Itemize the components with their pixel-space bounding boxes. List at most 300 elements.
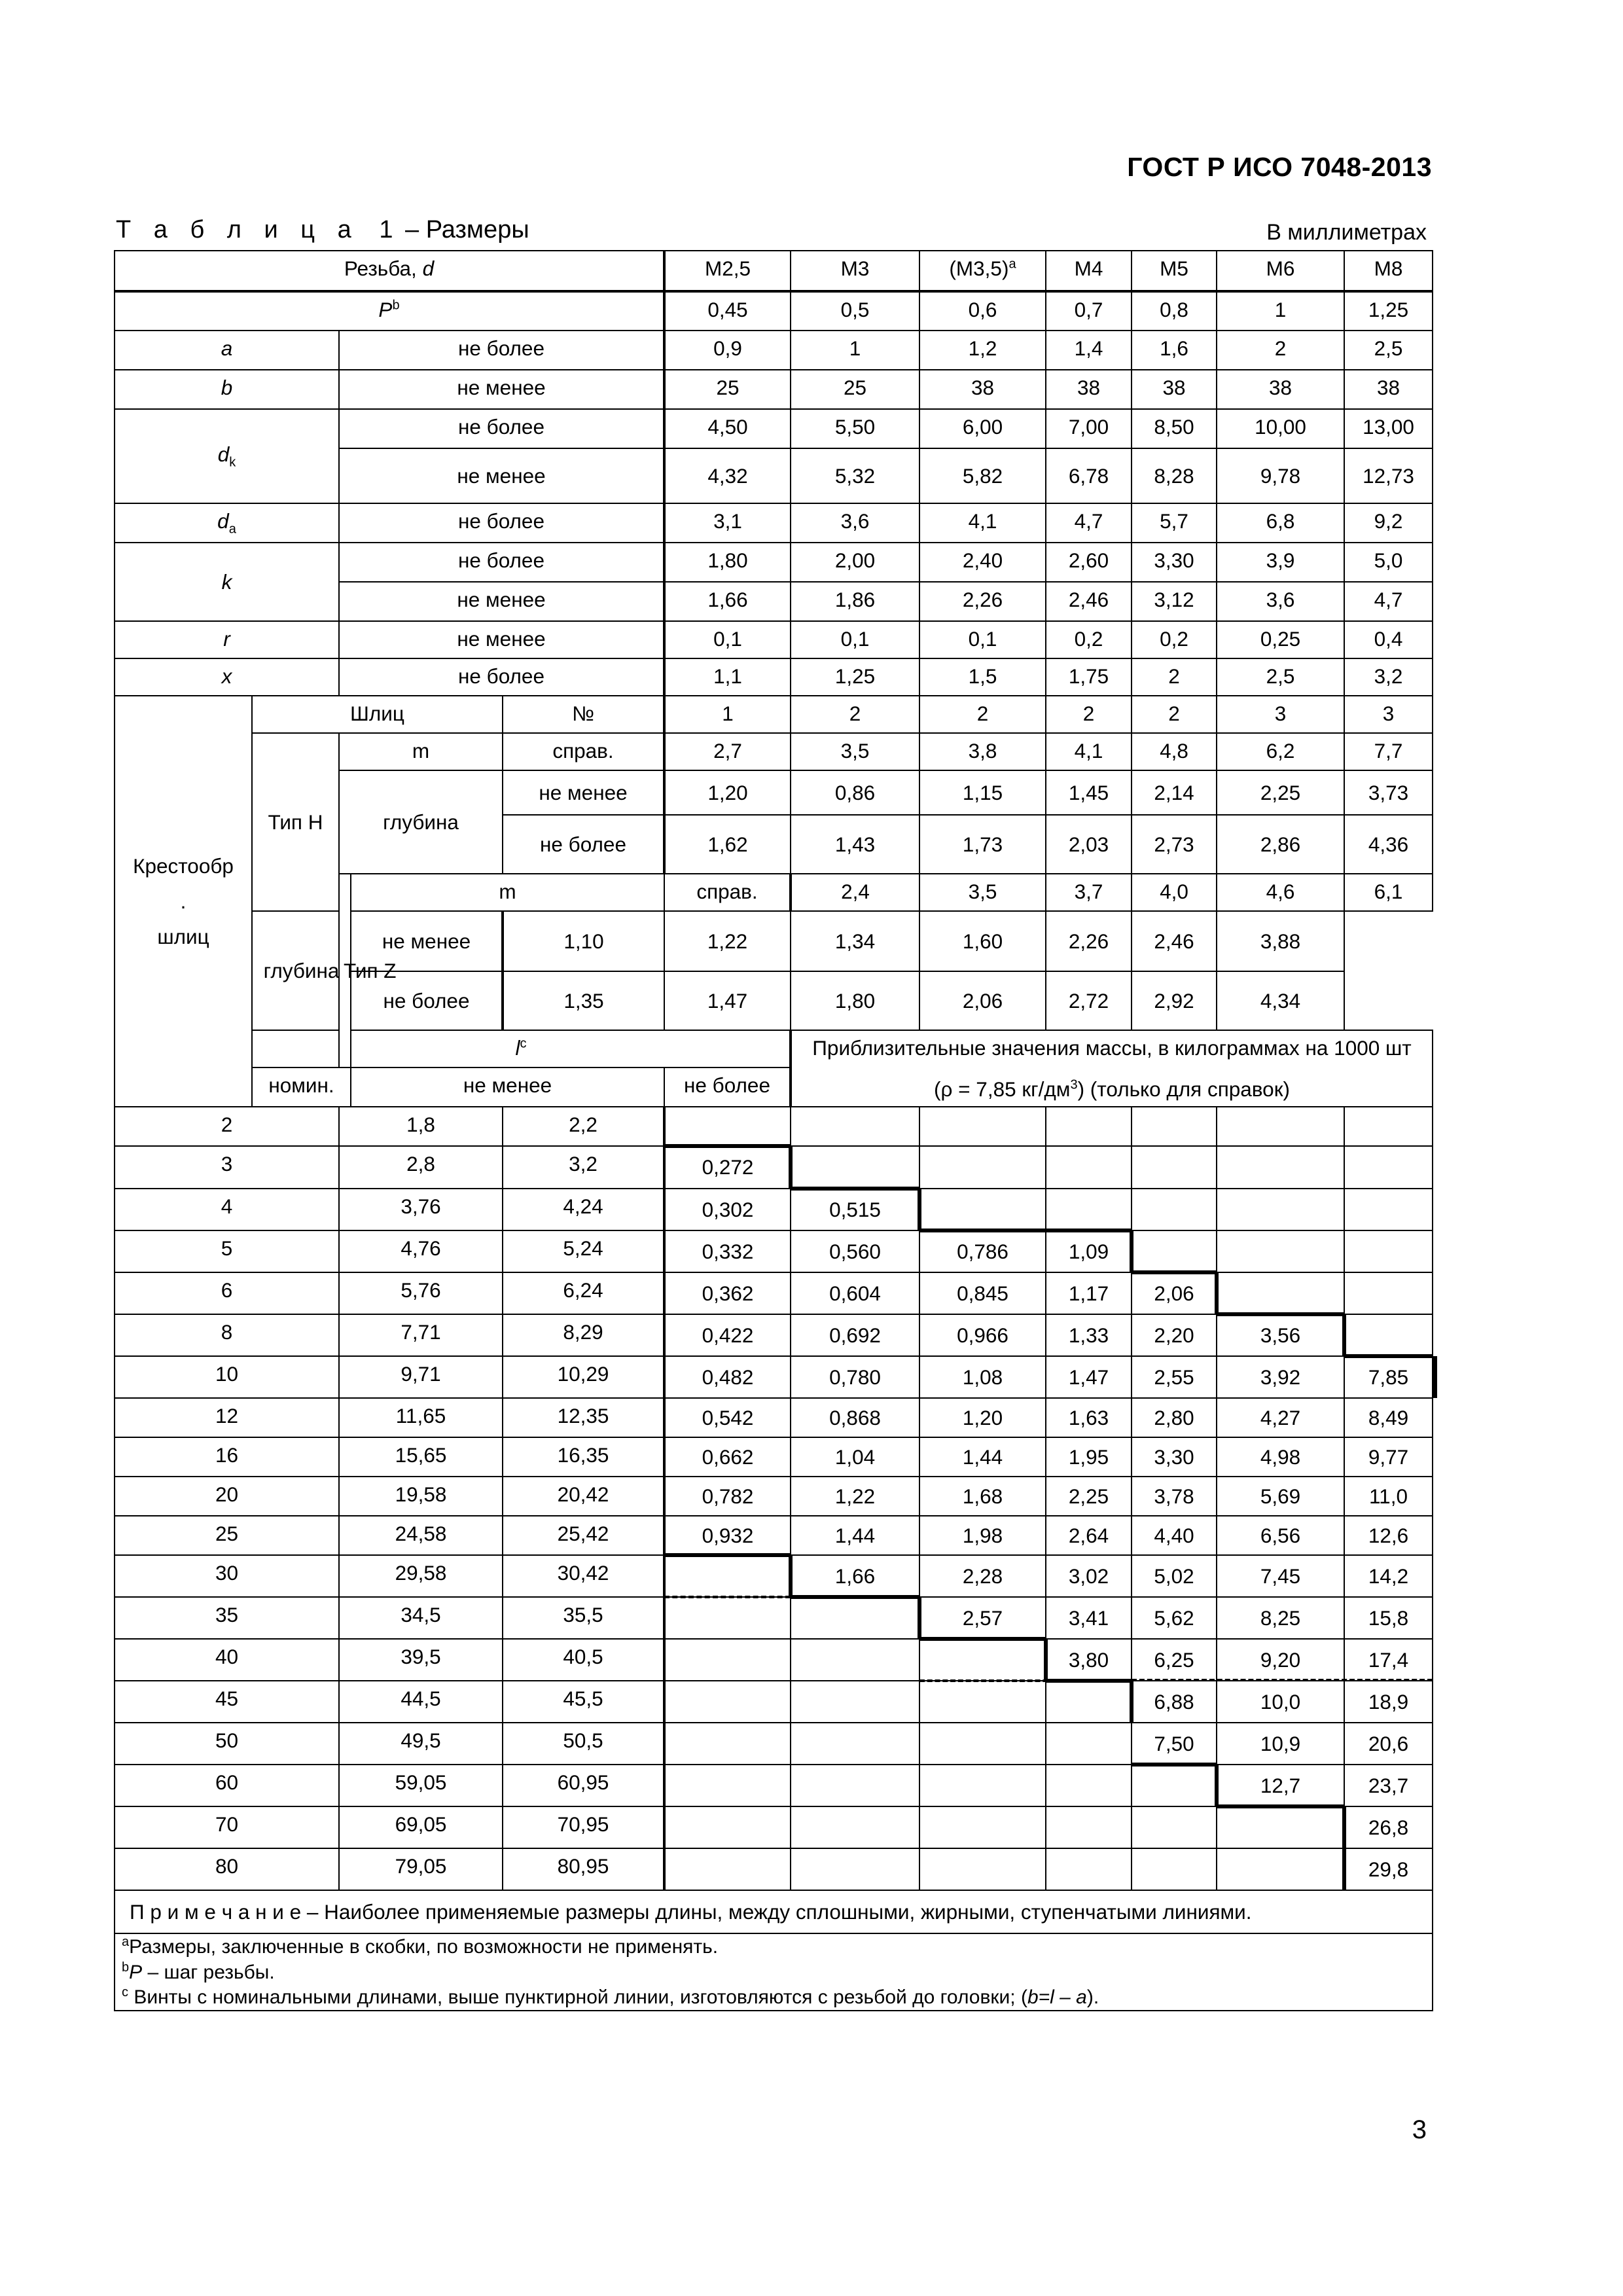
value-cell: 1,80 — [664, 543, 791, 582]
table-row — [115, 409, 1433, 448]
condition-cell: не более — [351, 971, 503, 1030]
mass-value: 29,8 — [1344, 1848, 1433, 1890]
mass-value: 0,868 — [791, 1398, 919, 1437]
value-cell: 0,2 — [1046, 621, 1132, 658]
bold-boundary-line — [1217, 1804, 1344, 1808]
length-nominal-header: номин. — [252, 1067, 351, 1107]
recess-type-typeH: Тип H — [252, 733, 339, 911]
value-cell: 38 — [1344, 370, 1433, 409]
value-cell: 1,25 — [791, 658, 919, 696]
size-label: (M3,5) — [949, 257, 1009, 280]
mass-value: 11,0 — [1344, 1477, 1433, 1516]
condition-cell: не менее — [339, 621, 664, 658]
value-cell: 7,7 — [1344, 733, 1433, 770]
param-symbol: d — [217, 509, 229, 533]
mass-value: 7,85 — [1344, 1356, 1433, 1398]
length-max-header: не более — [664, 1067, 791, 1107]
footnote-formula: b=l – a — [1027, 1986, 1087, 2009]
mass-value: 0,786 — [919, 1230, 1046, 1272]
length-nominal: 12 — [115, 1398, 339, 1437]
mass-value: 1,44 — [919, 1437, 1046, 1477]
length-max: 35,5 — [503, 1597, 664, 1639]
condition-cell: не более — [339, 409, 664, 448]
value-cell: 1 — [1217, 291, 1344, 331]
footnote-c — [122, 1984, 1428, 2010]
value-cell: 38 — [1217, 370, 1344, 409]
value-cell: 2,00 — [791, 543, 919, 582]
value-cell: 0,1 — [919, 621, 1046, 658]
value-cell: 4,50 — [664, 409, 791, 448]
value-cell: 1,1 — [664, 658, 791, 696]
bold-boundary-line — [1433, 1356, 1437, 1398]
value-cell: 1,10 — [503, 911, 664, 971]
bold-boundary-line — [789, 1146, 793, 1189]
param-symbol: x — [221, 664, 232, 688]
mass-value: 10,9 — [1217, 1723, 1344, 1765]
thread-label: Резьба, — [344, 257, 423, 280]
mass-value: 8,49 — [1344, 1398, 1433, 1437]
length-max: 25,42 — [503, 1516, 664, 1555]
length-max: 60,95 — [503, 1765, 664, 1806]
value-cell: 2,72 — [1046, 971, 1132, 1030]
condition-cell: не менее — [339, 370, 664, 409]
mass-value: 3,92 — [1217, 1356, 1344, 1398]
table-row — [115, 543, 1433, 582]
value-cell: 1,22 — [664, 911, 791, 971]
value-cell: 38 — [1046, 370, 1132, 409]
mass-value — [664, 1107, 791, 1146]
length-max: 3,2 — [503, 1146, 664, 1189]
dashed-boundary-line — [1132, 1679, 1433, 1681]
length-nominal: 70 — [115, 1806, 339, 1848]
value-cell: 2,03 — [1046, 815, 1132, 874]
table-row — [115, 911, 1433, 971]
length-footnote: c — [520, 1036, 527, 1051]
bold-boundary-line — [664, 1144, 791, 1148]
length-min: 1,8 — [339, 1107, 503, 1146]
length-nominal: 16 — [115, 1437, 339, 1477]
mass-value: 17,4 — [1344, 1639, 1433, 1681]
mass-value — [919, 1107, 1046, 1146]
bold-boundary-line — [1344, 1354, 1433, 1358]
mass-value — [919, 1681, 1046, 1723]
length-nominal: 60 — [115, 1765, 339, 1806]
table-row — [115, 1398, 1433, 1437]
mass-value — [1344, 1189, 1433, 1230]
mass-value: 1,33 — [1046, 1314, 1132, 1356]
bold-boundary-line — [1342, 1314, 1346, 1356]
size-label: M6 — [1266, 257, 1295, 280]
recess-label-line3: шлиц — [157, 925, 209, 949]
mass-value — [664, 1639, 791, 1681]
value-cell: 2,26 — [919, 582, 1046, 621]
value-cell: 3,2 — [1344, 658, 1433, 696]
mass-value — [1217, 1107, 1344, 1146]
length-nominal: 6 — [115, 1272, 339, 1314]
mass-value — [791, 1806, 919, 1848]
value-cell: 3,12 — [1132, 582, 1217, 621]
mass-value: 1,47 — [1046, 1356, 1132, 1398]
mass-value: 10,0 — [1217, 1681, 1344, 1723]
mass-value: 9,20 — [1217, 1639, 1344, 1681]
value-cell: 6,78 — [1046, 448, 1132, 503]
length-max: 2,2 — [503, 1107, 664, 1146]
thread-var: d — [422, 257, 435, 280]
param-subscript: a — [228, 522, 236, 537]
value-cell: 1,20 — [664, 770, 791, 815]
length-max: 4,24 — [503, 1189, 664, 1230]
table-row — [115, 1765, 1433, 1806]
mass-value — [1217, 1272, 1344, 1314]
mass-value: 2,25 — [1046, 1477, 1132, 1516]
table-row — [115, 1437, 1433, 1477]
value-cell: 8,50 — [1132, 409, 1217, 448]
value-cell: 3,9 — [1217, 543, 1344, 582]
recess-label-line2: . — [180, 889, 187, 913]
recess-m-label: m — [351, 874, 664, 911]
length-min: 29,58 — [339, 1555, 503, 1597]
value-cell: 1,45 — [1046, 770, 1132, 815]
mass-value: 2,55 — [1132, 1356, 1217, 1398]
length-nominal: 20 — [115, 1477, 339, 1516]
mass-value: 7,50 — [1132, 1723, 1217, 1765]
length-nominal: 3 — [115, 1146, 339, 1189]
mass-value: 6,88 — [1132, 1681, 1217, 1723]
mass-value — [919, 1806, 1046, 1848]
mass-value: 0,782 — [664, 1477, 791, 1516]
length-min: 2,8 — [339, 1146, 503, 1189]
table-row — [115, 1356, 1433, 1398]
length-min: 19,58 — [339, 1477, 503, 1516]
table-row — [115, 1230, 1433, 1272]
mass-value: 1,04 — [791, 1437, 919, 1477]
caption-prefix: Т а б л и ц а — [116, 216, 359, 243]
mass-value: 12,6 — [1344, 1516, 1433, 1555]
mass-value — [1344, 1272, 1433, 1314]
value-cell: 4,32 — [664, 448, 791, 503]
value-cell: 3 — [1217, 696, 1344, 733]
value-cell: 0,1 — [664, 621, 791, 658]
value-cell: 2,46 — [1132, 911, 1217, 971]
length-max: 6,24 — [503, 1272, 664, 1314]
value-cell: 2,4 — [791, 874, 919, 911]
mass-density-exp: 3 — [1070, 1077, 1078, 1092]
mass-value — [1344, 1107, 1433, 1146]
length-min-header: не менее — [351, 1067, 664, 1107]
footnotes — [115, 1933, 1433, 2011]
length-min: 69,05 — [339, 1806, 503, 1848]
value-cell: 3,1 — [664, 503, 791, 543]
value-cell: 3 — [1344, 696, 1433, 733]
param-k — [115, 543, 339, 621]
mass-value: 5,69 — [1217, 1477, 1344, 1516]
value-cell: 2,06 — [919, 971, 1046, 1030]
value-cell: 2,25 — [1217, 770, 1344, 815]
value-cell: 1,34 — [791, 911, 919, 971]
mass-value — [1046, 1146, 1132, 1189]
condition-cell: не более — [339, 658, 664, 696]
mass-value: 2,06 — [1132, 1272, 1217, 1314]
param-b — [115, 370, 339, 409]
value-cell: 1,35 — [503, 971, 664, 1030]
mass-density: (ρ = 7,85 кг/дм — [934, 1077, 1071, 1101]
depth-label: глубина — [339, 770, 503, 874]
mass-value — [1132, 1146, 1217, 1189]
bold-boundary-line — [1130, 1230, 1133, 1272]
table-row — [115, 1639, 1433, 1681]
value-cell: 4,1 — [1046, 733, 1132, 770]
value-cell: 2,5 — [1217, 658, 1344, 696]
table-row — [115, 1890, 1433, 1933]
length-min: 3,76 — [339, 1189, 503, 1230]
size-label: M2,5 — [704, 257, 751, 280]
mass-density-note: ) (только для справок) — [1077, 1077, 1290, 1101]
param-symbol: a — [221, 336, 233, 360]
value-cell: 1,80 — [791, 971, 919, 1030]
value-cell: 3,6 — [1217, 582, 1344, 621]
length-min: 15,65 — [339, 1437, 503, 1477]
param-dk — [115, 409, 339, 503]
bold-boundary-line — [918, 1189, 921, 1230]
value-cell: 0,4 — [1344, 621, 1433, 658]
mass-value — [664, 1765, 791, 1806]
mass-value: 3,30 — [1132, 1437, 1217, 1477]
value-cell: 4,34 — [1217, 971, 1344, 1030]
value-cell: 1,5 — [919, 658, 1046, 696]
size-header — [1344, 251, 1433, 291]
value-cell: 10,00 — [1217, 409, 1344, 448]
footnote-var: P — [129, 1961, 143, 1983]
mass-value: 0,966 — [919, 1314, 1046, 1356]
length-nominal: 10 — [115, 1356, 339, 1398]
mass-value — [791, 1146, 919, 1189]
mass-value — [1344, 1146, 1433, 1189]
mass-value: 4,98 — [1217, 1437, 1344, 1477]
mass-value: 5,62 — [1132, 1597, 1217, 1639]
mass-value — [1132, 1848, 1217, 1890]
bold-boundary-line — [1132, 1763, 1217, 1767]
bold-boundary-line — [1132, 1270, 1217, 1274]
condition-cell: не менее — [339, 582, 664, 621]
length-min: 24,58 — [339, 1516, 503, 1555]
mass-value: 18,9 — [1344, 1681, 1433, 1723]
mass-value: 3,02 — [1046, 1555, 1132, 1597]
table-row — [115, 1107, 1433, 1146]
length-min: 79,05 — [339, 1848, 503, 1890]
value-cell: 4,6 — [1217, 874, 1344, 911]
table-note: П р и м е ч а н и е – Наиболее применяемые размеры длины, между сплошными, жирными, ступенчатыми линиями. — [115, 1890, 1433, 1933]
param-r — [115, 621, 339, 658]
value-cell: 1,43 — [791, 815, 919, 874]
table-row — [115, 1933, 1433, 2011]
bold-boundary-line — [918, 1597, 921, 1639]
length-min: 9,71 — [339, 1356, 503, 1398]
mass-value: 0,542 — [664, 1398, 791, 1437]
mass-value — [1217, 1806, 1344, 1848]
mass-value — [1046, 1765, 1132, 1806]
mass-value — [664, 1597, 791, 1639]
mass-value — [1344, 1230, 1433, 1272]
value-cell: 0,5 — [791, 291, 919, 331]
mass-value: 1,17 — [1046, 1272, 1132, 1314]
bold-boundary-line — [1215, 1272, 1219, 1314]
length-max: 5,24 — [503, 1230, 664, 1272]
footnote-mark: b — [122, 1960, 130, 1975]
length-min: 34,5 — [339, 1597, 503, 1639]
value-cell: 25 — [791, 370, 919, 409]
value-cell: 0,2 — [1132, 621, 1217, 658]
units-label: В миллиметрах — [1266, 220, 1427, 245]
length-max: 8,29 — [503, 1314, 664, 1356]
value-cell: 7,00 — [1046, 409, 1132, 448]
table-row — [115, 1477, 1433, 1516]
depth-label: глубина — [252, 911, 351, 1030]
length-max: 30,42 — [503, 1555, 664, 1597]
mass-value — [1046, 1189, 1132, 1230]
value-cell: 0,7 — [1046, 291, 1132, 331]
value-cell: 4,8 — [1132, 733, 1217, 770]
mass-header — [791, 1030, 1433, 1107]
param-subscript: k — [229, 455, 236, 470]
length-max: 10,29 — [503, 1356, 664, 1398]
mass-value: 2,64 — [1046, 1516, 1132, 1555]
bold-boundary-line — [664, 1553, 791, 1557]
mass-value: 9,77 — [1344, 1437, 1433, 1477]
param-symbol: b — [221, 376, 233, 399]
value-cell: 2,7 — [664, 733, 791, 770]
mass-value: 20,6 — [1344, 1723, 1433, 1765]
table-row — [115, 1555, 1433, 1597]
size-label: M5 — [1160, 257, 1188, 280]
value-cell: 4,7 — [1344, 582, 1433, 621]
value-cell: 2 — [1217, 331, 1344, 370]
param-da — [115, 503, 339, 543]
value-cell: 1,62 — [664, 815, 791, 874]
mass-value: 0,422 — [664, 1314, 791, 1356]
value-cell: 4,7 — [1046, 503, 1132, 543]
length-min: 39,5 — [339, 1639, 503, 1681]
mass-value — [664, 1681, 791, 1723]
table-row — [115, 1030, 1433, 1067]
mass-value: 14,2 — [1344, 1555, 1433, 1597]
dashed-boundary-line — [664, 1596, 791, 1598]
mass-header-line2 — [796, 1077, 1428, 1101]
value-cell: 1 — [791, 331, 919, 370]
mass-value: 1,08 — [919, 1356, 1046, 1398]
bold-boundary-line — [791, 1595, 919, 1599]
bold-boundary-line — [1217, 1312, 1344, 1316]
table-row — [115, 1189, 1433, 1230]
param-x — [115, 658, 339, 696]
mass-value: 6,25 — [1132, 1639, 1217, 1681]
length-min: 44,5 — [339, 1681, 503, 1723]
value-cell: 0,6 — [919, 291, 1046, 331]
param-a — [115, 331, 339, 370]
value-cell: 1,4 — [1046, 331, 1132, 370]
table-row — [115, 1272, 1433, 1314]
size-header — [1132, 251, 1217, 291]
value-cell: 0,86 — [791, 770, 919, 815]
value-cell: 1,6 — [1132, 331, 1217, 370]
mass-value: 1,95 — [1046, 1437, 1132, 1477]
value-cell: 2,5 — [1344, 331, 1433, 370]
value-cell: 9,2 — [1344, 503, 1433, 543]
mass-value: 0,332 — [664, 1230, 791, 1272]
mass-value: 4,27 — [1217, 1398, 1344, 1437]
table-row — [115, 1146, 1433, 1189]
mass-value — [791, 1681, 919, 1723]
length-max: 50,5 — [503, 1723, 664, 1765]
dashed-boundary-line — [919, 1679, 1125, 1682]
table-row — [115, 621, 1433, 658]
bold-boundary-line — [1130, 1681, 1133, 1723]
bold-boundary-line — [1342, 1806, 1346, 1890]
caption-number: 1 — [379, 216, 393, 243]
table-row — [115, 733, 1433, 770]
mass-value: 2,57 — [919, 1597, 1046, 1639]
size-footnote: a — [1008, 257, 1016, 272]
value-cell: 1,15 — [919, 770, 1046, 815]
value-cell: 2,92 — [1132, 971, 1217, 1030]
length-max: 40,5 — [503, 1639, 664, 1681]
recess-type-typeZ: Тип Z — [339, 874, 351, 1067]
mass-value — [664, 1723, 791, 1765]
table-row — [115, 251, 1433, 291]
condition-cell: не более — [339, 503, 664, 543]
footnote-b — [122, 1960, 1428, 1985]
mass-value: 6,56 — [1217, 1516, 1344, 1555]
value-cell: 0,45 — [664, 291, 791, 331]
length-nominal: 8 — [115, 1314, 339, 1356]
value-cell: 8,28 — [1132, 448, 1217, 503]
value-cell: 0,25 — [1217, 621, 1344, 658]
table-row — [115, 1314, 1433, 1356]
mass-value — [1217, 1146, 1344, 1189]
value-cell: 1,86 — [791, 582, 919, 621]
mass-value: 8,25 — [1217, 1597, 1344, 1639]
length-nominal: 45 — [115, 1681, 339, 1723]
value-cell: 3,88 — [1217, 911, 1344, 971]
value-cell: 0,9 — [664, 331, 791, 370]
mass-value — [1217, 1230, 1344, 1272]
page-number: 3 — [1412, 2115, 1427, 2144]
value-cell: 2 — [1132, 696, 1217, 733]
value-cell: 4,1 — [919, 503, 1046, 543]
length-max: 12,35 — [503, 1398, 664, 1437]
value-cell: 5,50 — [791, 409, 919, 448]
footnote-mark: a — [122, 1935, 130, 1950]
table-row — [115, 331, 1433, 370]
value-cell: 1,2 — [919, 331, 1046, 370]
pitch-label — [115, 291, 664, 331]
param-symbol: r — [223, 627, 230, 651]
mass-value — [1132, 1189, 1217, 1230]
mass-value: 1,68 — [919, 1477, 1046, 1516]
thread-header — [115, 251, 664, 291]
footnote-text: Винты с номинальными длинами, выше пунктирной линии, изготовляются с резьбой до головки; ( — [128, 1986, 1027, 2009]
pitch-symbol: P — [378, 298, 393, 321]
mass-value — [919, 1765, 1046, 1806]
value-cell: 6,1 — [1344, 874, 1433, 911]
mass-value: 3,56 — [1217, 1314, 1344, 1356]
footnote-text: ). — [1086, 1986, 1099, 2009]
length-nominal: 80 — [115, 1848, 339, 1890]
value-cell: 2,86 — [1217, 815, 1344, 874]
value-cell: 2,73 — [1132, 815, 1217, 874]
bold-boundary-line — [791, 1187, 919, 1191]
mass-value — [664, 1848, 791, 1890]
condition-cell: не менее — [339, 448, 664, 503]
